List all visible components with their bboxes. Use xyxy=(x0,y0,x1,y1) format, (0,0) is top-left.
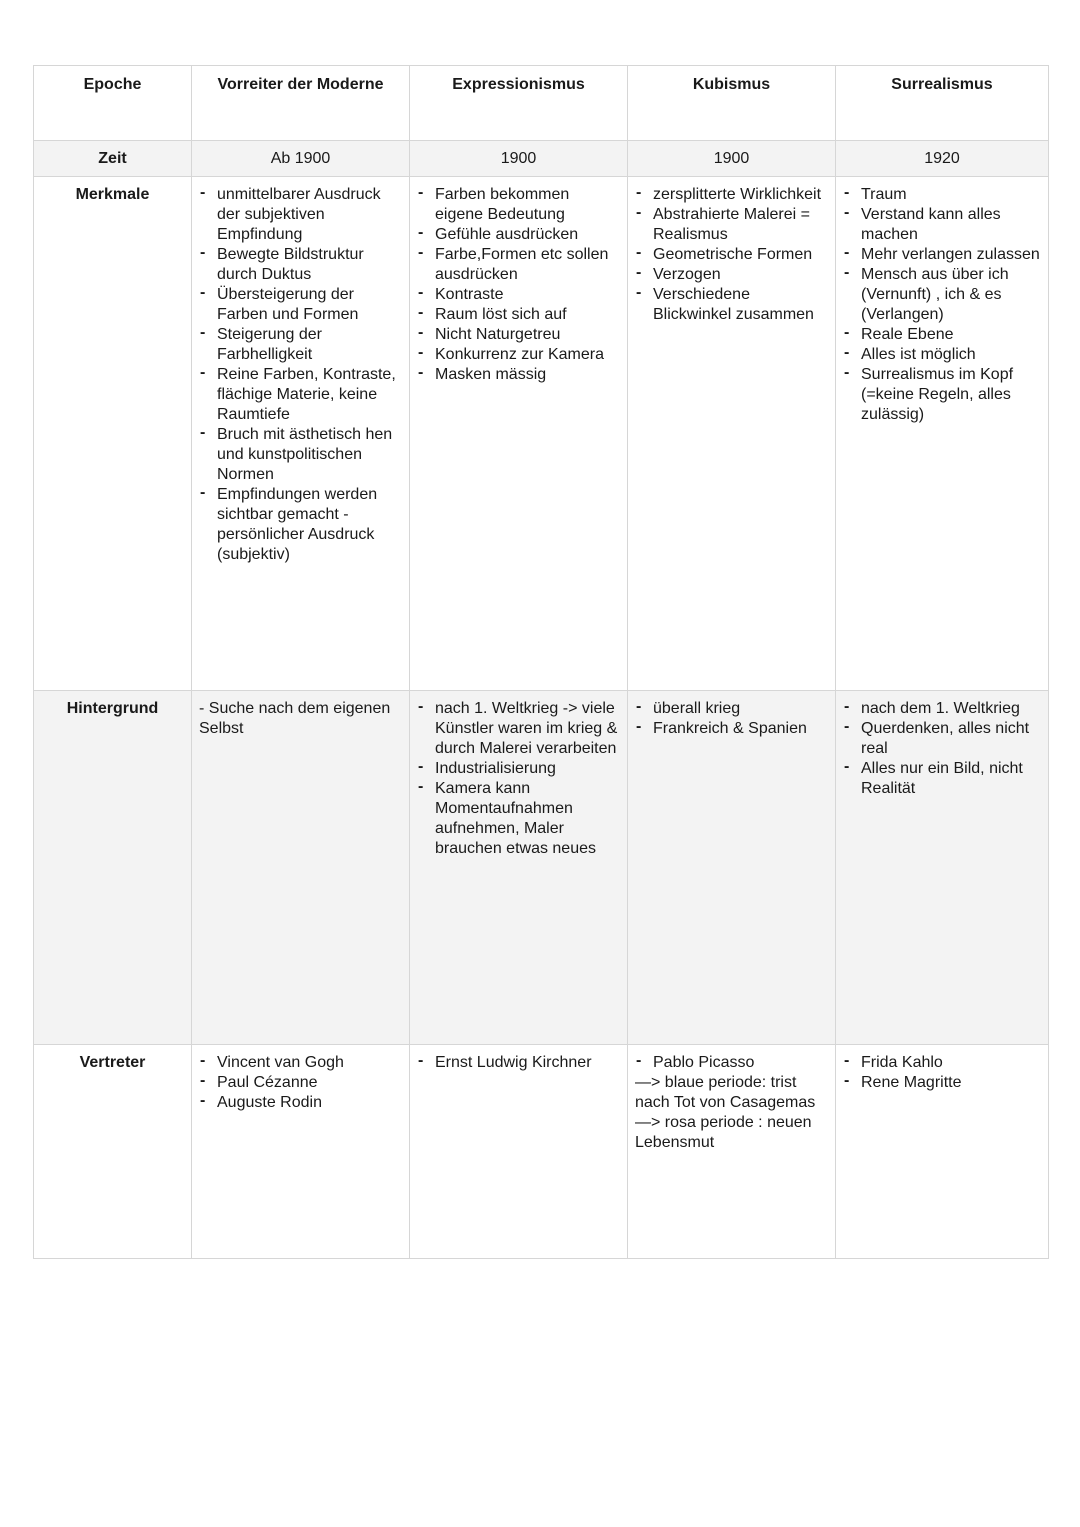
merkmal-item: - Masken mässig xyxy=(417,365,621,385)
hintergrund-item: - nach 1. Weltkrieg -> viele Künstler waren im krieg & durch Malerei verarbeiten xyxy=(417,699,621,759)
merkmale-surrealismus-cell xyxy=(836,177,1049,691)
vertreter-label: Vertreter xyxy=(34,1045,192,1259)
zeit-row xyxy=(34,141,1049,177)
merkmal-item: - Empfindungen werden sichtbar gemacht - persönlicher Ausdruck (subjektiv) xyxy=(199,485,403,565)
zeit-vorreiter: Ab 1900 xyxy=(192,141,410,177)
merkmale-expressionismus-cell xyxy=(410,177,628,691)
merkmal-item: - Alles ist möglich xyxy=(843,345,1042,365)
merkmal-item: - Kontraste xyxy=(417,285,621,305)
hintergrund-kubismus-list xyxy=(635,699,829,739)
header-epoche: Epoche xyxy=(34,66,192,141)
hintergrund-vorreiter-cell xyxy=(192,691,410,1045)
vertreter-kubismus-list xyxy=(635,1053,829,1073)
hintergrund-item: - überall krieg xyxy=(635,699,829,719)
picasso-note-line: nach Tot von Casagemas xyxy=(635,1094,816,1111)
hintergrund-vorreiter-text: - Suche nach dem eigenen Selbst xyxy=(199,700,391,737)
merkmal-item: - Raum löst sich auf xyxy=(417,305,621,325)
hintergrund-surrealismus-cell xyxy=(836,691,1049,1045)
merkmal-item: - Surrealismus im Kopf (=keine Regeln, alles zulässig) xyxy=(843,365,1042,425)
picasso-notes xyxy=(635,1073,829,1153)
merkmale-vorreiter-list xyxy=(199,185,403,565)
vertreter-vorreiter-list xyxy=(199,1053,403,1113)
vertreter-item: - Rene Magritte xyxy=(843,1073,1042,1093)
vertreter-item: - Frida Kahlo xyxy=(843,1053,1042,1073)
vertreter-row xyxy=(34,1045,1049,1259)
hintergrund-item: - Industrialisierung xyxy=(417,759,621,779)
merkmal-item: - Gefühle ausdrücken xyxy=(417,225,621,245)
zeit-kubismus: 1900 xyxy=(628,141,836,177)
merkmale-vorreiter-cell xyxy=(192,177,410,691)
header-row xyxy=(34,66,1049,141)
vertreter-vorreiter-cell xyxy=(192,1045,410,1259)
picasso-note-line: Lebensmut xyxy=(635,1134,715,1151)
merkmale-label: Merkmale xyxy=(34,177,192,691)
vertreter-surrealismus-cell xyxy=(836,1045,1049,1259)
hintergrund-item: - Kamera kann Momentaufnahmen aufnehmen, Maler brauchen etwas neues xyxy=(417,779,621,859)
hintergrund-item: - nach dem 1. Weltkrieg xyxy=(843,699,1042,719)
vertreter-item: - Vincent van Gogh xyxy=(199,1053,403,1073)
vertreter-item: - Ernst Ludwig Kirchner xyxy=(417,1053,621,1073)
hintergrund-kubismus-cell xyxy=(628,691,836,1045)
merkmale-row xyxy=(34,177,1049,691)
merkmal-item: - Bewegte Bildstruktur durch Duktus xyxy=(199,245,403,285)
merkmale-expressionismus-list xyxy=(417,185,621,385)
merkmal-item: - Traum xyxy=(843,185,1042,205)
merkmal-item: - Reine Farben, Kontraste, flächige Materie, keine Raumtiefe xyxy=(199,365,403,425)
header-surrealismus: Surrealismus xyxy=(836,66,1049,141)
vertreter-kubismus-cell xyxy=(628,1045,836,1259)
merkmal-item: - Verzogen xyxy=(635,265,829,285)
merkmal-item: - Steigerung der Farbhelligkeit xyxy=(199,325,403,365)
epochen-table xyxy=(33,65,1049,1259)
hintergrund-item: - Alles nur ein Bild, nicht Realität xyxy=(843,759,1042,799)
hintergrund-label: Hintergrund xyxy=(34,691,192,1045)
merkmal-item: - Reale Ebene xyxy=(843,325,1042,345)
merkmal-item: - Mehr verlangen zulassen xyxy=(843,245,1042,265)
merkmal-item: - Nicht Naturgetreu xyxy=(417,325,621,345)
merkmal-item: - Abstrahierte Malerei = Realismus xyxy=(635,205,829,245)
zeit-label: Zeit xyxy=(34,141,192,177)
merkmal-item: - Verstand kann alles machen xyxy=(843,205,1042,245)
merkmal-item: - Farben bekommen eigene Bedeutung xyxy=(417,185,621,225)
merkmal-item: - Konkurrenz zur Kamera xyxy=(417,345,621,365)
merkmale-kubismus-list xyxy=(635,185,829,325)
merkmal-item: - Mensch aus über ich (Vernunft) , ich & es (Verlangen) xyxy=(843,265,1042,325)
header-vorreiter: Vorreiter der Moderne xyxy=(192,66,410,141)
picasso-note-line: —> blaue periode: trist xyxy=(635,1074,797,1091)
zeit-expressionismus: 1900 xyxy=(410,141,628,177)
header-expressionismus: Expressionismus xyxy=(410,66,628,141)
hintergrund-item: - Querdenken, alles nicht real xyxy=(843,719,1042,759)
vertreter-expressionismus-list xyxy=(417,1053,621,1073)
merkmal-item: - zersplitterte Wirklichkeit xyxy=(635,185,829,205)
merkmal-item: - Geometrische Formen xyxy=(635,245,829,265)
merkmal-item: - unmittelbarer Ausdruck der subjektiven Empfindung xyxy=(199,185,403,245)
vertreter-item: - Auguste Rodin xyxy=(199,1093,403,1113)
hintergrund-item: - Frankreich & Spanien xyxy=(635,719,829,739)
header-kubismus: Kubismus xyxy=(628,66,836,141)
hintergrund-surrealismus-list xyxy=(843,699,1042,799)
merkmal-item: - Bruch mit ästhetisch hen und kunstpolitischen Normen xyxy=(199,425,403,485)
picasso-note-line: —> rosa periode : neuen xyxy=(635,1114,812,1131)
vertreter-surrealismus-list xyxy=(843,1053,1042,1093)
vertreter-item: - Paul Cézanne xyxy=(199,1073,403,1093)
hintergrund-expressionismus-cell xyxy=(410,691,628,1045)
merkmal-item: - Farbe,Formen etc sollen ausdrücken xyxy=(417,245,621,285)
merkmale-kubismus-cell xyxy=(628,177,836,691)
zeit-surrealismus: 1920 xyxy=(836,141,1049,177)
vertreter-item: - Pablo Picasso xyxy=(635,1053,829,1073)
merkmale-surrealismus-list xyxy=(843,185,1042,425)
hintergrund-row xyxy=(34,691,1049,1045)
merkmal-item: - Übersteigerung der Farben und Formen xyxy=(199,285,403,325)
vertreter-expressionismus-cell xyxy=(410,1045,628,1259)
hintergrund-expressionismus-list xyxy=(417,699,621,859)
merkmal-item: - Verschiedene Blickwinkel zusammen xyxy=(635,285,829,325)
